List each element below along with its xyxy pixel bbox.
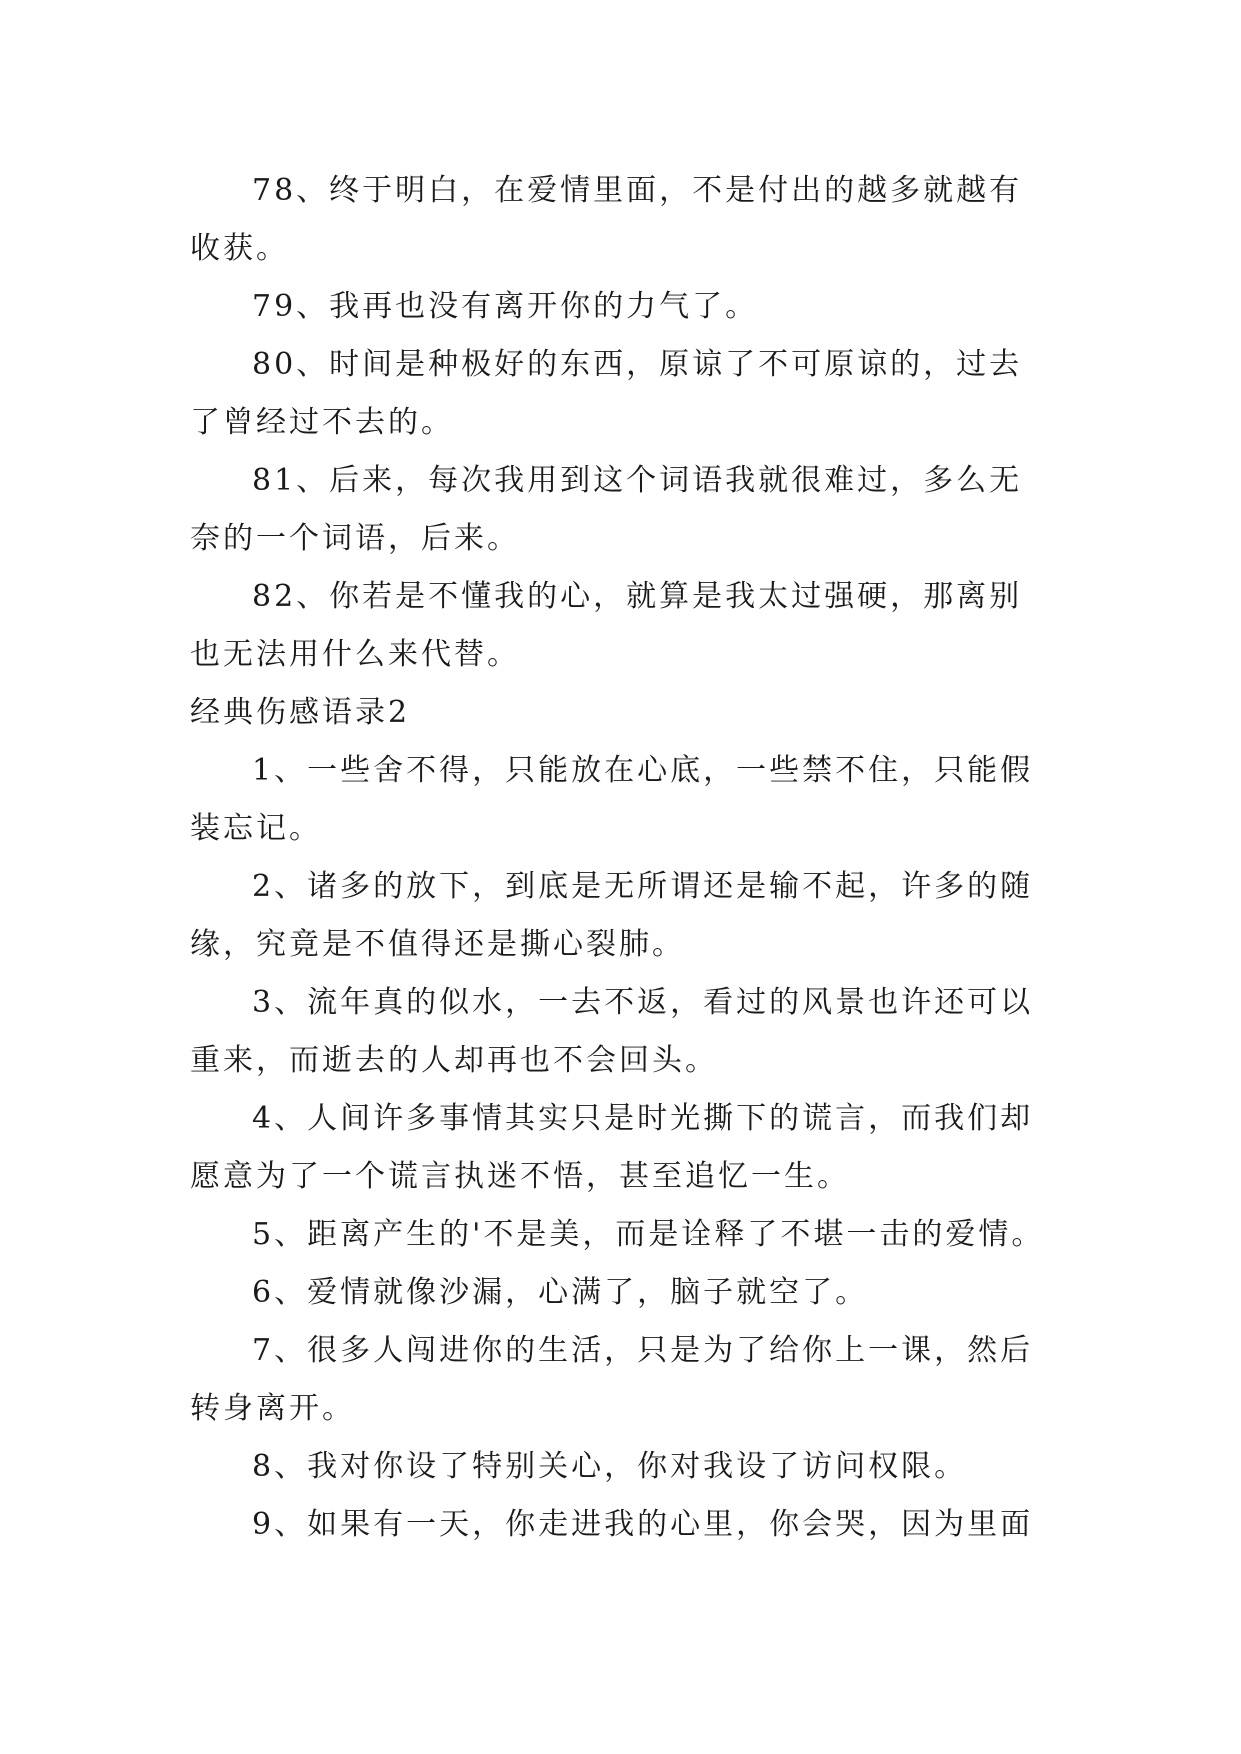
quote-5: 5、距离产生的'不是美，而是诠释了不堪一击的爱情。 bbox=[252, 1217, 1045, 1252]
quote-6: 6、爱情就像沙漏，心满了，脑子就空了。 bbox=[252, 1275, 869, 1310]
quote-8: 8、我对你设了特别关心，你对我设了访问权限。 bbox=[252, 1449, 968, 1484]
quote-4: 4、人间许多事情其实只是时光撕下的谎言，而我们却愿意为了一个谎言执迷不悟，甚至追忆一生。 bbox=[190, 1101, 1034, 1194]
quote-2: 2、诸多的放下，到底是无所谓还是输不起，许多的随缘，究竟是不值得还是撕心裂肺。 bbox=[190, 869, 1034, 962]
quote-79: 79、我再也没有离开你的力气了。 bbox=[252, 289, 759, 324]
quote-80: 80、时间是种极好的东西，原谅了不可原谅的，过去了曾经过不去的。 bbox=[190, 347, 1023, 440]
quote-81: 81、后来，每次我用到这个词语我就很难过，多么无奈的一个词语，后来。 bbox=[190, 463, 1023, 556]
quote-9: 9、如果有一天，你走进我的心里，你会哭，因为里面 bbox=[252, 1507, 1034, 1542]
quote-78: 78、终于明白，在爱情里面，不是付出的越多就越有收获。 bbox=[190, 173, 1023, 266]
section-heading: 经典伤感语录2 bbox=[190, 695, 411, 730]
quote-7: 7、很多人闯进你的生活，只是为了给你上一课，然后转身离开。 bbox=[190, 1333, 1034, 1426]
quote-3: 3、流年真的似水，一去不返，看过的风景也许还可以重来，而逝去的人却再也不会回头。 bbox=[190, 985, 1034, 1078]
quote-82: 82、你若是不懂我的心，就算是我太过强硬，那离别也无法用什么来代替。 bbox=[190, 579, 1023, 672]
quote-1: 1、一些舍不得，只能放在心底，一些禁不住，只能假装忘记。 bbox=[190, 753, 1034, 846]
document-body bbox=[190, 162, 1050, 1554]
